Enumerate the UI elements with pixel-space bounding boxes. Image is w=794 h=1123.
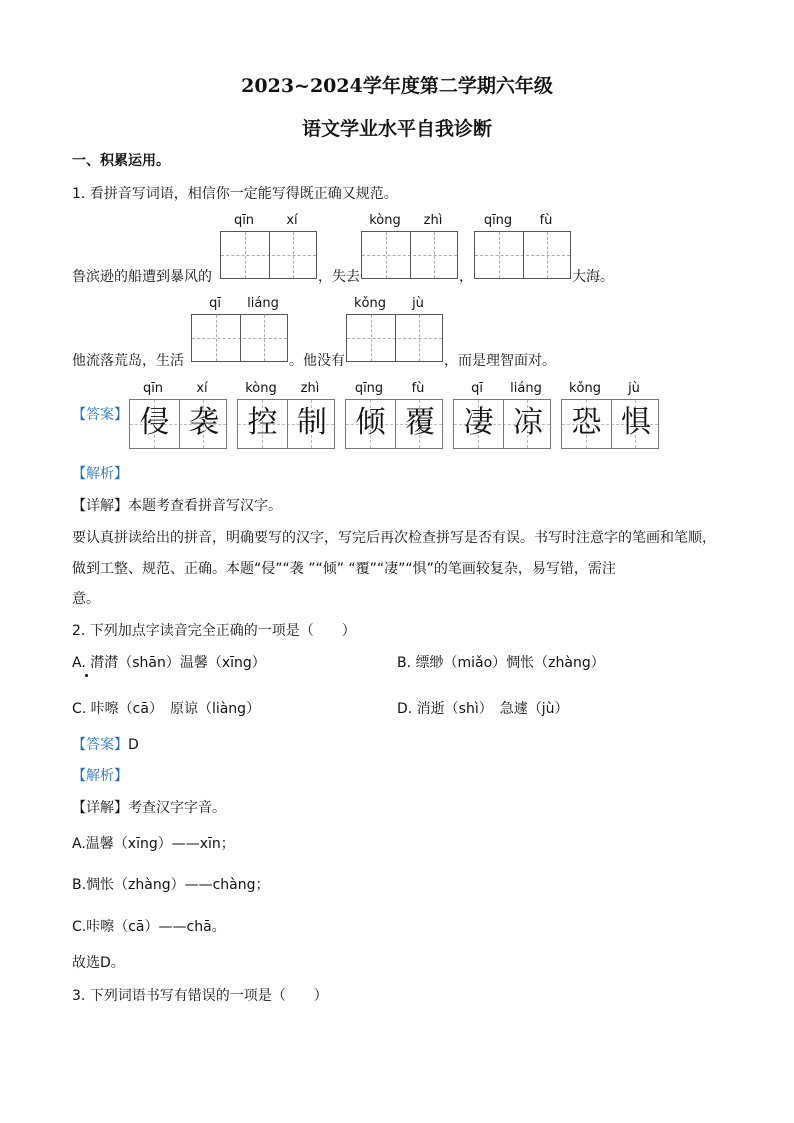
pinyin: liáng	[247, 296, 279, 311]
answer-grid	[453, 399, 551, 449]
answer-char: 控	[247, 405, 278, 440]
q1-stem: 1. 看拼音写词语，相信你一定能写得既正确又规范。	[72, 186, 398, 202]
answer-pinyin: kǒng	[569, 381, 601, 396]
q2-answer	[72, 734, 139, 754]
q2-option-c[interactable]: C. 咔嚓（cā） 原谅（liàng）	[72, 701, 261, 717]
q2-conclusion: 故选D。	[72, 955, 125, 971]
answer-char: 袭	[189, 405, 219, 440]
pinyin: qī	[209, 296, 221, 311]
answer-char: 侵	[139, 405, 170, 440]
q2-detail: 【详解】考查汉字字音。	[72, 800, 226, 816]
pinyin: kòng	[369, 213, 401, 228]
answer-box[interactable]	[474, 231, 571, 279]
q2-option-d[interactable]: D. 消逝（shì） 急遽（jù）	[397, 701, 569, 717]
answer-value: D	[128, 737, 139, 753]
pinyin: xí	[286, 213, 298, 228]
answer-pinyin: liáng	[510, 381, 542, 396]
answer-pinyin: jù	[628, 381, 640, 396]
answer-char: 凉	[513, 405, 543, 440]
q2-correction-b: B.惆怅（zhàng）——chàng；	[72, 877, 270, 893]
q1-row1-text-start: 鲁滨逊的船遭到暴风的	[72, 269, 212, 285]
answer-char: 恐	[571, 405, 602, 440]
pinyin: jù	[412, 296, 424, 311]
pinyin: zhì	[423, 213, 443, 228]
answer-pinyin: qīng	[354, 381, 384, 396]
q1-row1-text-mid2: ，	[459, 269, 473, 285]
section-heading: 一、积累运用。	[72, 153, 170, 169]
answer-pinyin: qīn	[142, 381, 164, 396]
answer-label: 【答案】	[72, 407, 128, 423]
pinyin: kǒng	[354, 296, 386, 311]
q2-correction-c: C.咔嚓（cā）——chā。	[72, 919, 226, 935]
answer-pinyin: qī	[471, 381, 483, 396]
pinyin: qīng	[483, 213, 513, 228]
answer-char: 倾	[355, 405, 386, 440]
answer-char: 凄	[463, 405, 494, 440]
q1-detail: 【详解】本题考查看拼音写汉字。	[72, 498, 282, 514]
q1-row2-text-start: 他流落荒岛，生活	[72, 353, 184, 369]
answer-box[interactable]	[361, 231, 458, 279]
answer-char: 惧	[621, 405, 651, 440]
answer-grid	[237, 399, 335, 449]
answer-char: 制	[297, 405, 327, 440]
answer-box[interactable]	[191, 314, 288, 362]
q2-stem: 2. 下列加点字读音完全正确的一项是（ ）	[72, 623, 356, 639]
answer-pinyin: kòng	[245, 381, 277, 396]
q1-explanation-line2: 做到工整、规范、正确。本题“侵”“袭 ”“倾” “覆”“凄”“惧”的笔画较复杂，易写错，需注	[72, 561, 616, 577]
answer-box[interactable]	[220, 231, 317, 279]
q1-row1-text-mid1: ，失去	[318, 269, 360, 285]
document-title-line2: 语文学业水平自我诊断	[301, 118, 492, 140]
answer-grid	[129, 399, 227, 449]
emphasis-dot	[85, 674, 88, 677]
analysis-label: 【解析】	[72, 768, 128, 784]
answer-pinyin: zhì	[300, 381, 320, 396]
q1-row2-text-end: ，而是理智面对。	[444, 353, 556, 369]
q1-row1-text-end: 大海。	[572, 269, 614, 285]
answer-label: 【答案】	[72, 737, 128, 753]
q2-correction-a: A.温馨（xīng）——xīn；	[72, 836, 235, 852]
answer-grid	[345, 399, 443, 449]
q3-stem: 3. 下列词语书写有错误的一项是（ ）	[72, 988, 328, 1004]
answer-char: 覆	[405, 405, 435, 440]
answer-pinyin: xí	[196, 381, 208, 396]
q2-option-a[interactable]: A. 潸潸（shān）温馨（xīng）	[72, 655, 266, 671]
document-title-line1: 2023~2024学年度第二学期六年级	[241, 75, 553, 97]
answer-pinyin: fù	[411, 381, 425, 396]
analysis-label: 【解析】	[72, 466, 128, 482]
answer-grid	[561, 399, 659, 449]
pinyin: qīn	[233, 213, 255, 228]
answer-box[interactable]	[346, 314, 443, 362]
pinyin: fù	[539, 213, 553, 228]
q2-option-b[interactable]: B. 缥缈（miǎo）惆怅（zhàng）	[397, 655, 605, 671]
q1-explanation-line1: 要认真拼读给出的拼音，明确要写的汉字，写完后再次检查拼写是否有误。书写时注意字的笔画和笔顺，	[72, 530, 716, 546]
q1-explanation-line3: 意。	[72, 591, 100, 607]
q1-row2-text-mid: 。他没有	[289, 353, 345, 369]
